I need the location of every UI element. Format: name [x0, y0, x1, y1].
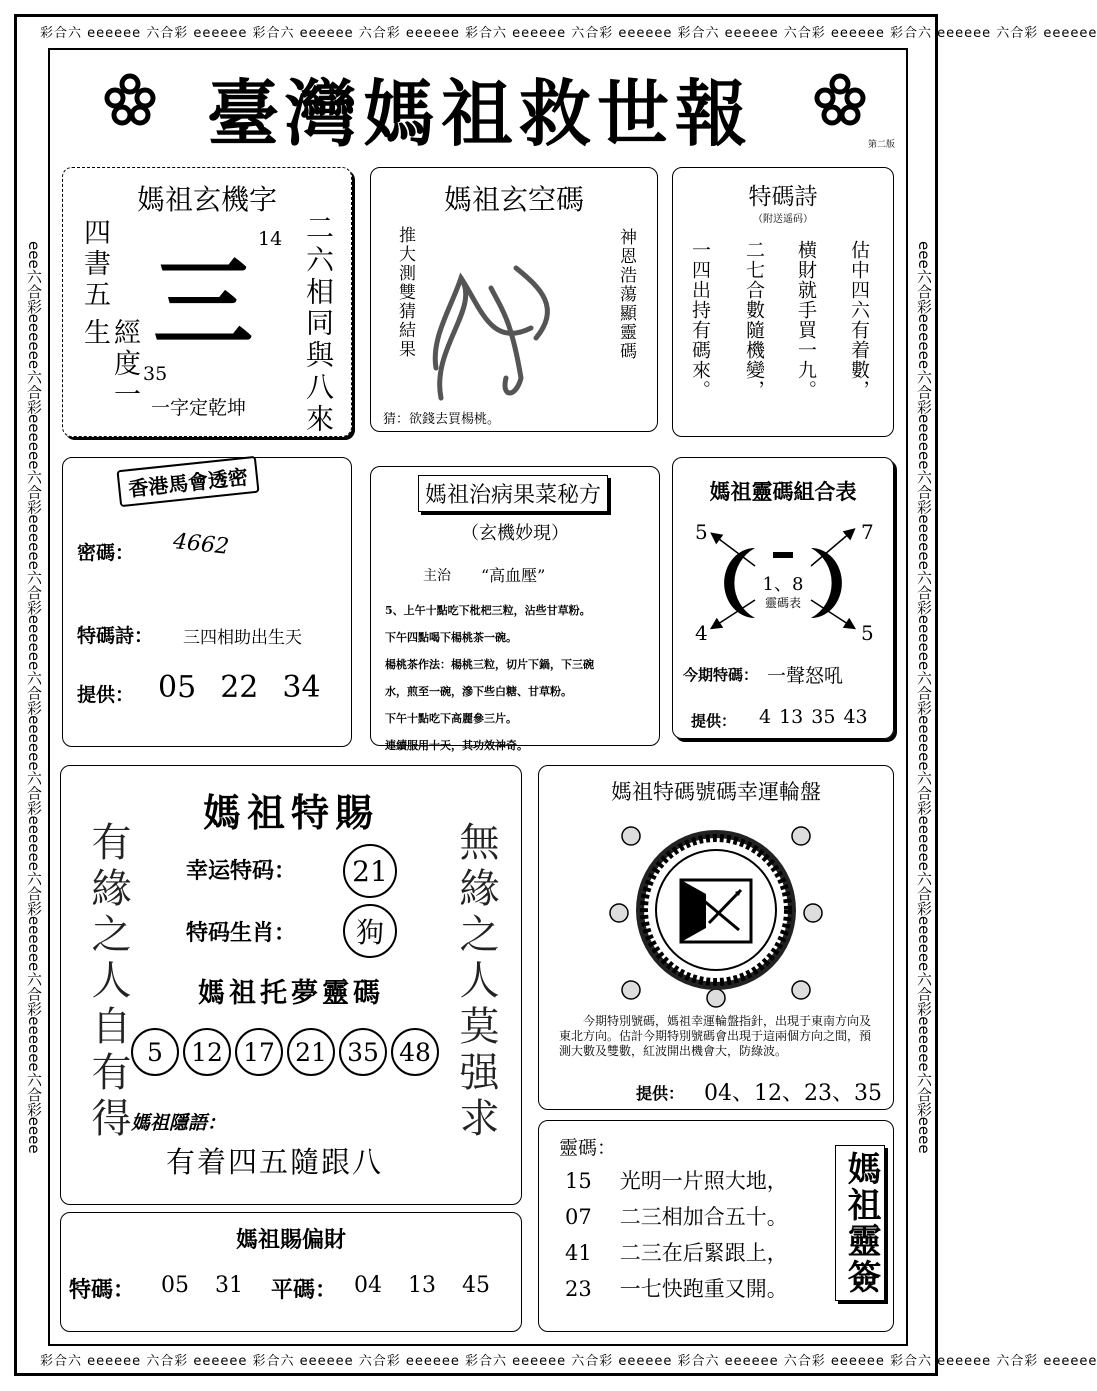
remedy-line: 下午四點喝下楊桃茶一碗。: [385, 631, 517, 644]
poem-col1: 估中四六有着數，: [848, 240, 870, 400]
lingma-row-num: 07: [565, 1205, 592, 1229]
xuankong-sketch: [421, 248, 571, 412]
lingma-label: 靈碼：: [559, 1137, 617, 1159]
dream-number: 35: [339, 1028, 387, 1076]
combo-provide-numbers: [759, 706, 868, 728]
xuanji-left-col2: 經度一生: [79, 318, 140, 411]
remedy-main-value: “高血壓”: [481, 566, 546, 585]
hk-poem-value: 三四相助出生天: [183, 628, 302, 648]
xuankong-caption: 猜：欲錢去買楊桃。: [383, 412, 501, 427]
hk-stamp: 香港馬會透密: [116, 456, 259, 507]
combo-provide-num: 35: [811, 706, 836, 728]
poem-box: [672, 167, 894, 437]
fortune-normal-num: 13: [408, 1273, 436, 1298]
hk-provide-num: 34: [282, 670, 321, 705]
lingma-row-num: 41: [565, 1241, 592, 1265]
remedy-line: 連續服用十天，其功效神奇。: [385, 739, 528, 752]
flower-icon-right: [810, 70, 870, 134]
combo-center-nums: 1、8: [762, 574, 804, 595]
poem-col4: 一四出持有碼來。: [689, 240, 711, 400]
remedy-line: 水，煎至一碗，滲下些白糖、甘草粉。: [385, 685, 572, 698]
fortune-title: 媽祖賜偏財: [235, 1227, 346, 1253]
hk-code-label: 密碼：: [77, 542, 135, 564]
remedy-line: 下午十點吃下高麗參三片。: [385, 712, 517, 725]
hk-poem-label: 特碼詩：: [77, 625, 154, 647]
hk-provide-num: 05: [158, 670, 197, 705]
poem-subtitle: （附送遥码）: [753, 214, 813, 225]
combo-provide-num: 13: [779, 706, 804, 728]
xuanji-box: [62, 167, 352, 437]
lingma-row-text: 二三相加合五十。: [619, 1205, 788, 1229]
roulette-wheel: [611, 818, 821, 1012]
fortune-special-values: [161, 1273, 243, 1298]
gift-left-col: 有緣之人自有得: [85, 821, 131, 1143]
fortune-normal-num: 04: [354, 1273, 382, 1298]
hk-provide-label: 提供：: [77, 684, 135, 706]
gift-zodiac-label: 特码生肖：: [186, 920, 297, 946]
wheel-provide-value: 04、12、23、35: [704, 1081, 882, 1106]
gift-lucky-label: 幸运特码：: [186, 858, 297, 884]
remedy-lines: [385, 597, 655, 759]
dream-number: 5: [131, 1028, 179, 1076]
combo-center-label: 靈碼表: [764, 596, 801, 610]
gift-dream-title: 媽祖托夢靈碼: [198, 978, 384, 1009]
lingma-row: [565, 1271, 788, 1307]
lingma-row-num: 15: [565, 1169, 592, 1193]
wheel-title: 媽祖特碼號碼幸運輪盤: [611, 780, 821, 804]
combo-special-label: 今期特碼：: [683, 666, 759, 684]
hk-provide-num: 22: [220, 670, 259, 705]
xuanji-num-top: 14: [258, 228, 283, 250]
dream-number: 12: [183, 1028, 231, 1076]
poem-col2: 横財就手買一九。: [795, 240, 817, 400]
gift-riddle-label: 媽祖隱語：: [131, 1112, 227, 1134]
combo-num-top-left: 5: [695, 520, 708, 544]
gift-dream-numbers: [131, 1028, 439, 1076]
border-strip-bottom: 彩合六 eeeeee 六合彩 eeeeee 彩合六 eeeeee 六合彩 eeeeee 彩合六 eeeeee 六合彩 eeeeee 彩合六 eeeeee 六合彩 eeeeee 彩合六 eeeeee 六合彩 eeeeee: [40, 1354, 1097, 1369]
combo-provide-num: 43: [843, 706, 868, 728]
remedy-box: [370, 466, 660, 752]
hk-provide-numbers: [158, 670, 321, 705]
combo-num-bottom-left: 4: [695, 621, 708, 645]
xuanji-big-char: 三: [153, 244, 253, 362]
lingma-box: [538, 1120, 894, 1332]
lingma-row-text: 一七快跑重又開。: [619, 1277, 788, 1301]
combo-provide-label: 提供：: [691, 712, 737, 730]
lingma-row-num: 23: [565, 1277, 592, 1301]
poem-title: 特碼詩: [748, 184, 818, 210]
border-strip-left: eee六合彩eeeeee六合彩eeeeee六合彩eeeeee六合彩eeeeee六合彩eeeeee六合彩eeeeee六合彩eeeeee六合彩eeeeee六合彩eeee: [25, 240, 43, 1154]
fortune-normal-num: 45: [462, 1273, 490, 1298]
combo-title: 媽祖靈碼組合表: [709, 480, 857, 504]
xuanji-left-col1: 四書五: [79, 218, 110, 311]
remedy-line: 楊桃茶作法：楊桃三粒，切片下鍋，下三碗: [385, 658, 594, 671]
hk-box: [62, 457, 352, 747]
wheel-description: 今期特別號碼，媽祖幸運輪盤指針，出現于東南方向及東北方向。估計今期特別號碼會出現于這兩個方向之間，預測大數及雙數，紅波開出機會大，防綠波。: [559, 1014, 872, 1058]
lingma-row-text: 二三在后緊跟上，: [619, 1241, 788, 1265]
wheel-box: [538, 765, 894, 1110]
lingma-row: [565, 1199, 788, 1235]
xuanji-caption: 一字定乾坤: [151, 397, 247, 419]
xuankong-left-col: 推大測雙猜結果: [395, 226, 415, 359]
lingma-row: [565, 1235, 788, 1271]
combo-provide-num: 4: [759, 706, 772, 728]
dream-number: 48: [391, 1028, 439, 1076]
fortune-special-label: 特碼：: [69, 1278, 136, 1303]
border-strip-right: eee六合彩eeeeee六合彩eeeeee六合彩eeeeee六合彩eeeeee六合彩eeeeee六合彩eeeeee六合彩eeeeee六合彩eeeeee六合彩eeee: [915, 240, 933, 1154]
remedy-subtitle: （玄機妙現）: [461, 523, 569, 544]
lingma-rows: [565, 1163, 788, 1307]
combo-special-value: 一聲怒吼: [767, 665, 844, 687]
lingma-row-text: 光明一片照大地，: [619, 1169, 788, 1193]
combo-box: [672, 457, 894, 739]
flower-icon-left: [100, 70, 160, 134]
remedy-title: 媽祖治病果菜秘方: [418, 475, 608, 512]
edition-label: 第二版: [868, 140, 896, 150]
xuanji-num-bottom: 35: [143, 363, 168, 385]
hk-code-value: 4662: [171, 529, 231, 560]
fortune-box: [60, 1212, 522, 1332]
combo-num-bottom-right: 5: [861, 621, 874, 645]
xuanji-right-col1: 二六相: [302, 213, 335, 309]
page-title: 臺灣媽祖救世報: [206, 72, 753, 156]
lingma-row: [565, 1163, 788, 1199]
border-strip-top: 彩合六 eeeeee 六合彩 eeeeee 彩合六 eeeeee 六合彩 eeeeee 彩合六 eeeeee 六合彩 eeeeee 彩合六 eeeeee 六合彩 eeeeee 彩合六 eeeeee 六合彩 eeeeee: [40, 26, 1097, 41]
fortune-normal-values: [354, 1273, 490, 1298]
dream-number: 17: [235, 1028, 283, 1076]
xuankong-title: 媽祖玄空碼: [443, 183, 584, 216]
remedy-line: 5、上午十點吃下枇杷三粒，沾些甘草粉。: [385, 604, 591, 617]
xuankong-right-col: 神恩浩蕩顯靈碼: [616, 228, 636, 361]
xuankong-box: [370, 167, 658, 432]
gift-title: 媽祖特賜: [202, 791, 379, 835]
xuanji-title: 媽祖玄機字: [136, 183, 277, 216]
gift-zodiac-value: 狗: [343, 904, 397, 958]
fortune-special-num: 05: [161, 1273, 189, 1298]
poem-col3: 二七合數隨機變，: [743, 240, 765, 400]
gift-right-col: 無緣之人莫强求: [453, 821, 499, 1143]
xuanji-right-col2: 同與八來: [302, 308, 335, 436]
dream-number: 21: [287, 1028, 335, 1076]
gift-riddle-value: 有着四五隨跟八: [166, 1145, 384, 1179]
wheel-provide-label: 提供：: [636, 1084, 685, 1103]
fortune-special-num: 31: [215, 1273, 243, 1298]
fortune-normal-label: 平碼：: [271, 1278, 338, 1303]
combo-num-top-right: 7: [861, 520, 874, 544]
gift-box: [60, 765, 522, 1205]
lingma-stamp: 媽祖靈簽: [835, 1145, 885, 1301]
gift-lucky-value: 21: [343, 844, 397, 898]
remedy-main-label: 主治: [423, 568, 451, 584]
